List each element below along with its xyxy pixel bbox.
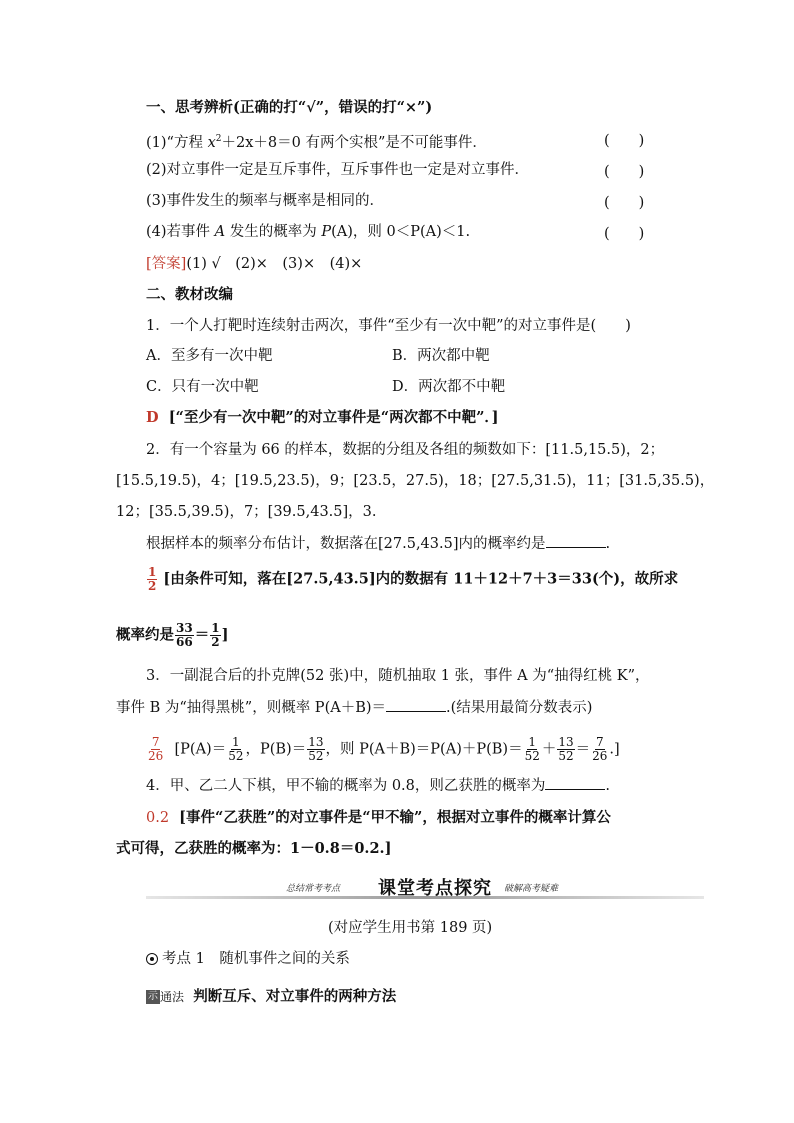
- sec1-item-4-paren: ( ): [604, 226, 645, 242]
- q3-blank: [386, 697, 446, 712]
- sec1-item-1-paren: ( ): [604, 133, 645, 149]
- q3-fraction-pa: $\frac{1}{52}$: [228, 735, 244, 763]
- q1-text: 1．一个人打靶时连续射击两次，事件“至少有一次中靶”的对立事件是( ): [146, 318, 631, 334]
- q2-line-1: 2．有一个容量为 66 的样本，数据的分组及各组的频数如下：[11.5,15.5)，2；: [146, 442, 665, 458]
- q4-answer-line-2: 式可得，乙获胜的概率为：1－0.8＝0.2.]: [116, 840, 392, 857]
- q3-fraction-c: $\frac{1}{52}$: [524, 735, 540, 763]
- section-banner: [146, 874, 704, 900]
- sec1-item-3: (3)事件发生的频率与概率是相同的．: [146, 193, 385, 209]
- q3-answer-fraction: $\frac{7}{26}$: [148, 735, 164, 763]
- q3-line-2: 事件 B 为“抽得黑桃”，则概率 P(A＋B)＝ .(结果用最简分数表示): [116, 697, 592, 718]
- q1-option-a: A．至多有一次中靶: [146, 348, 273, 364]
- sec1-item-4: (4)若事件 A 发生的概率为 P(A)，则 0＜P(A)＜1.: [146, 224, 471, 240]
- q3-line-1: 3．一副混合后的扑克牌(52 张)中，随机抽取 1 张，事件 A 为“抽得红桃 K”，: [146, 668, 650, 684]
- tongfa-badge-icon: 示: [148, 991, 158, 1002]
- q1-option-c: C．只有一次中靶: [146, 379, 259, 395]
- q1-option-b: B．两次都中靶: [392, 348, 490, 364]
- q3-answer: $\frac{7}{26}$ [P(A)＝ $\frac{1}{52}$ ，P(B)＝ $\frac{13}{52}$ ，则 P(A＋B)＝P(A)＋P(B)＝ $\frac{1}{52}$ ＋ $\frac{13}{52}$ ＝ $\frac{7}{26}$ .]: [148, 735, 620, 763]
- q3-fraction-e: $\frac{7}{26}$: [592, 735, 608, 763]
- q1-option-d: D．两次都不中靶: [392, 379, 506, 395]
- section2-title: 二、教材改编: [146, 286, 233, 303]
- exam-point-heading: 考点 1 随机事件之间的关系: [146, 949, 350, 969]
- q2-answer-fraction: $\frac{1}{2}$: [148, 565, 157, 593]
- book-page-reference: (对应学生用书第 189 页): [328, 920, 493, 936]
- q2-fraction-1-2: $\frac{1}{2}$: [211, 621, 220, 649]
- q2-fraction-33-66: $\frac{33}{66}$: [176, 621, 193, 649]
- method-title: 判断互斥、对立事件的两种方法: [193, 988, 397, 1005]
- q4-text: 4．甲、乙二人下棋，甲不输的概率为 0.8，则乙获胜的概率为 .: [146, 775, 610, 796]
- banner-title: 课堂考点探究: [378, 878, 492, 899]
- sec1-answer: [答案](1) √ (2)× (3)× (4)×: [146, 256, 363, 272]
- circle-dot-icon: [146, 953, 158, 965]
- section1-title: 一、思考辨析(正确的打“√”，错误的打“×”): [146, 99, 433, 116]
- q1-answer: D [“至少有一次中靶”的对立事件是“两次都不中靶”．]: [146, 409, 499, 426]
- q3-fraction-d: $\frac{13}{52}$: [558, 735, 574, 763]
- q3-fraction-pb: $\frac{13}{52}$: [308, 735, 324, 763]
- sec1-item-3-paren: ( ): [604, 195, 645, 211]
- q2-answer-line-1: $\frac{1}{2}$ [由条件可知，落在[27.5,43.5]内的数据有 11＋12＋7＋3＝33(个)，故所求: [148, 565, 679, 593]
- q1-answer-letter: D: [146, 409, 159, 426]
- q4-answer-value: 0.2: [146, 810, 170, 826]
- tongfa-label: 通法: [160, 990, 185, 1004]
- sec1-item-2: (2)对立事件一定是互斥事件，互斥事件也一定是对立事件．: [146, 162, 530, 178]
- method-heading: [146, 987, 396, 1007]
- q2-line-4: 根据样本的频率分布估计，数据落在[27.5,43.5]内的概率约是 .: [146, 533, 610, 554]
- q4-blank: [545, 775, 605, 790]
- q2-answer-line-2: 概率约是 $\frac{33}{66}$ ＝ $\frac{1}{2}$ ]: [116, 621, 229, 649]
- answer-tag: [答案]: [146, 256, 187, 272]
- q2-line-3: 12；[35.5,39.5)，7；[39.5,43.5]，3.: [116, 504, 377, 520]
- sec1-item-1: (1)“方程 $x^2+2x+8=0$ 有两个实根”是不可能事件．: [146, 134, 487, 151]
- banner-right-text: 破解高考疑难: [504, 884, 559, 894]
- banner-left-text: 总结常考考点: [286, 884, 341, 894]
- q2-blank: [546, 533, 606, 548]
- q2-line-2: [15.5,19.5)，4；[19.5,23.5)，9；[23.5，27.5)，18；[27.5,31.5)，11；[31.5,35.5)，: [116, 473, 715, 489]
- q4-answer-line-1: 0.2 [事件“乙获胜”的对立事件是“甲不输”，根据对立事件的概率计算公: [146, 809, 611, 826]
- sec1-item-2-paren: ( ): [604, 164, 645, 180]
